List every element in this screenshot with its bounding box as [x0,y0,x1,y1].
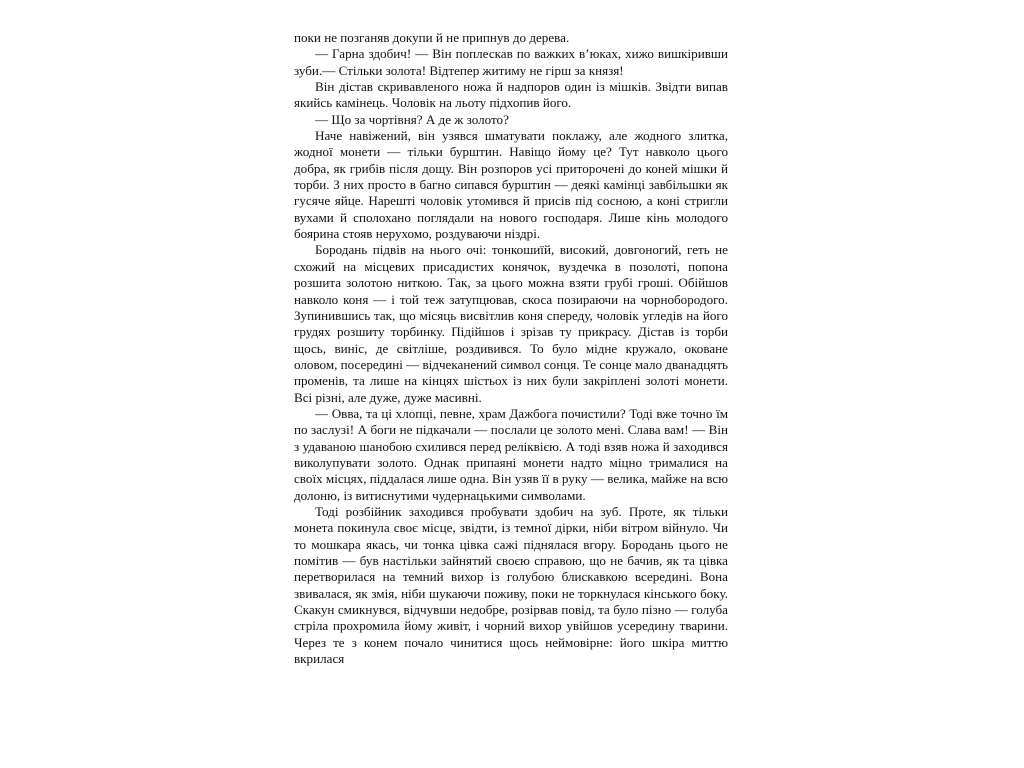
paragraph-2: — Гарна здобич! — Він поплескав по важких в’юках, хижо вишкіривши зуби.— Стільки золота! Відтепер житиму не гірш за князя! [294,46,728,78]
paragraph-5: Наче навіжений, він узявся шматувати поклажу, але жодного злитка, жодної монети — тільки бурштин. Навіщо йому це? Тут навколо цього добра, як грибів після дощу. Він розпоров усі приторочені до коней мішки й торби. З них просто в багно сипався бурштин — деякі камінці завбільшки як гусяче яйце. Нарешті чоловік утомився й присів під сосною, а коні стригли вухами й сполохано поглядали на нового господаря. Лише кінь молодого боярина стояв нерухомо, роздуваючи ніздрі. [294,128,728,242]
book-page-text [294,30,728,667]
paragraph-8: Тоді розбійник заходився пробувати здобич на зуб. Проте, як тільки монета покинула своє місце, звідти, із темної дірки, ніби вітром війнуло. Чи то мошкара якась, чи тонка цівка сажі піднялася вгору. Бородань цього не помітив — був настільки зайнятий своєю справою, що не бачив, як та цівка перетворилася на темний вихор із голубою блискавкою всередині. Вона звивалася, як змія, ніби шукаючи поживу, поки не торкнулася кінського боку. Скакун смикнувся, відчувши недобре, розірвав повід, та було пізно — голуба стріла прохромила йому живіт, і чорний вихор увійшов усередину тварини. Через те з конем почало чинитися щось неймовірне: його шкіра миттю вкрилася [294,503,728,667]
paragraph-3: Він дістав скривавленого ножа й надпоров один із мішків. Звідти випав якийсь камінець. Чоловік на льоту підхопив його. [294,79,728,111]
paragraph-1: поки не позганяв докупи й не припнув до дерева. [294,30,570,45]
paragraph-4: — Що за чортівня? А де ж золото? [315,111,509,127]
paragraph-6: Бородань підвів на нього очі: тонкошиїй, високий, довгоногий, геть не схожий на місцевих присадистих конячок, вуздечка в позолоті, попона розшита золотою ниткою. Так, за цього можна взяти грубі гроші. Обійшов навколо коня — і той теж затупцював, скоса позираючи на чорнобородого. Зупинившись так, що місяць висвітлив коня спереду, чоловік угледів на його грудях розшиту торбинку. Підійшов і зрізав ту прикрасу. Дістав із торби щось, виніс, де світліше, роздивився. То було мідне кружало, оковане оловом, посередині — відчеканений символ сонця. Те сонце мало дванадцять променів, та лише на кінцях шістьох із них були закріплені золоті монети. Всі різні, але дуже, дуже масивні. [294,242,728,405]
paragraph-7: — Овва, та ці хлопці, певне, храм Дажбога почистили? Тоді вже точно їм по заслузі! А боги не підкачали — послали це золото мені. Слава вам! — Він з удаваною шанобою схилився перед реліквією. А тоді взяв ножа й заходився виколупувати золото. Однак припаяні монети надто міцно трималися на своїх місцях, піддалася лише одна. Він узяв її в руку — велика, майже на всю долоню, із витиснутими чудернацькими символами. [294,405,728,503]
